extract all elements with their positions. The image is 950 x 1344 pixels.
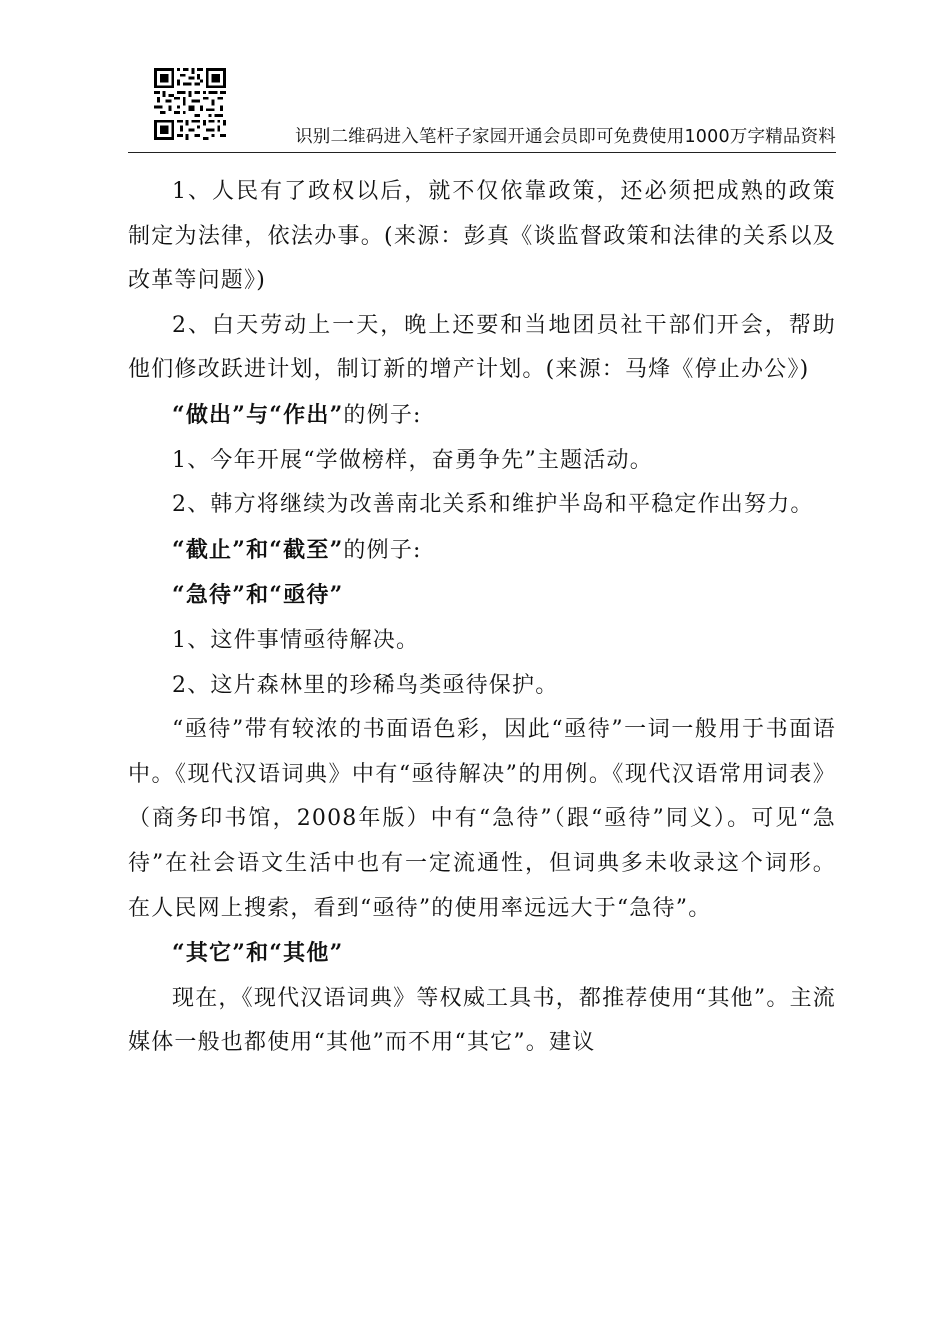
example-paragraph: 1、人民有了政权以后，就不仅依靠政策，还必须把成熟的政策制定为法律，依法办事。(来源：彭真《谈监督政策和法律的关系以及改革等问题》) [128, 179, 836, 294]
page-header [128, 66, 836, 153]
body-paragraph: 现在，《现代汉语词典》等权威工具书，都推荐使用“其他”。主流媒体一般也都使用“其他”而不用“其它”。建议 [128, 985, 836, 1056]
section-heading [128, 528, 836, 574]
example-paragraph: 2、韩方将继续为改善南北关系和维护半岛和平稳定作出努力。 [172, 492, 814, 518]
heading-term: “截止”和“截至” [172, 536, 344, 563]
example-paragraph: 2、白天劳动上一天，晚上还要和当地团员社干部们开会，帮助他们修改跃进计划，制订新的增产计划。(来源：马烽《停止办公》) [128, 312, 836, 383]
document-body [128, 170, 836, 1066]
section-heading [128, 573, 836, 619]
heading-term: “做出”与“作出” [172, 401, 344, 428]
heading-term: “急待”和“亟待” [172, 582, 344, 609]
example-paragraph: 1、这件事情亟待解决。 [172, 627, 420, 653]
body-paragraph: “亟待”带有较浓的书面语色彩，因此“亟待”一词一般用于书面语中。《现代汉语词典》中有“亟待解决”的用例。《现代汉语常用词表》（商务印书馆，2008年版）中有“急待”（跟“亟待”同义）。可见“急待”在社会语文生活中也有一定流通性，但词典多未收录这个词形。在人民网上搜索，看到“亟待”的使用率远远大于“急待”。 [128, 717, 836, 921]
example-paragraph: 2、这片森林里的珍稀鸟类亟待保护。 [172, 672, 559, 698]
heading-suffix: 的例子: [343, 537, 422, 563]
qr-code-icon[interactable] [154, 68, 226, 140]
heading-term: “其它”和“其他” [172, 940, 344, 967]
section-heading [128, 931, 836, 977]
member-promo-banner: 识别二维码进入笔杆子家园开通会员即可免费使用1000万字精品资料 [295, 127, 836, 147]
example-paragraph: 1、今年开展“学做榜样，奋勇争先”主题活动。 [172, 447, 653, 473]
section-heading [128, 393, 836, 439]
heading-suffix: 的例子: [343, 402, 422, 428]
